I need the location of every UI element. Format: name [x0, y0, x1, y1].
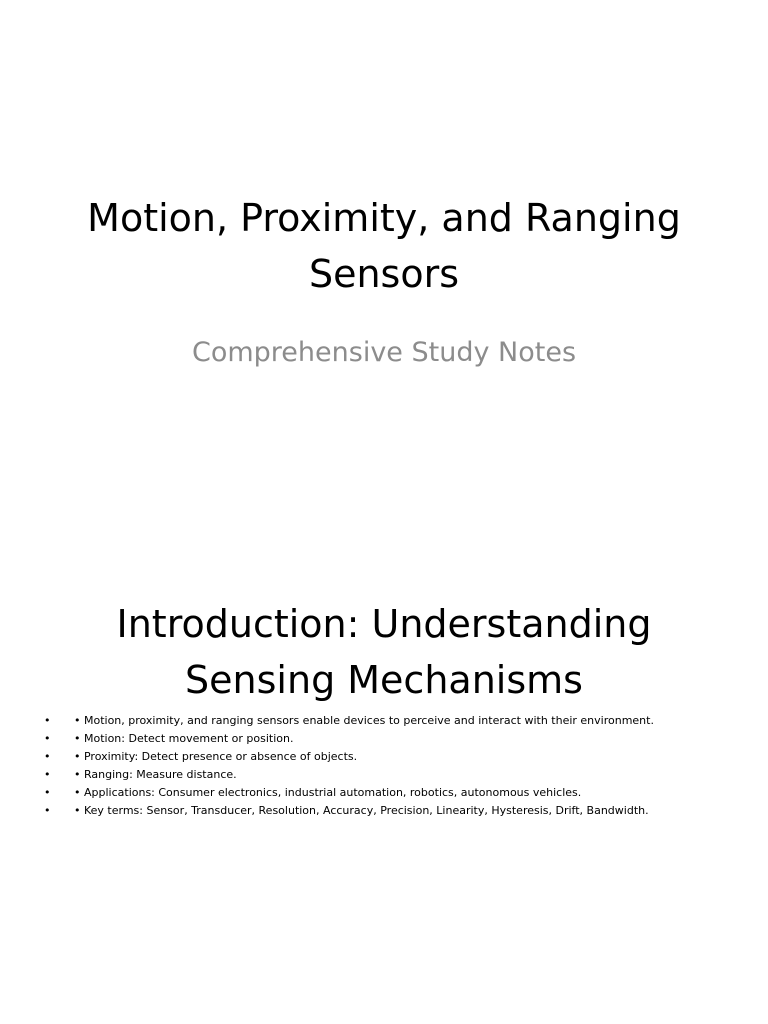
- bullet-text: • Applications: Consumer electronics, industrial automation, robotics, autonomous vehicles.: [74, 786, 582, 799]
- bullet-text: • Proximity: Detect presence or absence of objects.: [74, 750, 358, 763]
- bullet-text: • Key terms: Sensor, Transducer, Resolution, Accuracy, Precision, Linearity, Hysteresis, Drift, Bandwidth.: [74, 804, 649, 817]
- bullet-item: [40, 802, 748, 820]
- slide-title-line-1: Motion, Proximity, and Ranging: [87, 196, 681, 240]
- bullet-marker: •: [44, 732, 51, 745]
- slide-title: [40, 190, 728, 302]
- bullet-marker: •: [44, 804, 51, 817]
- bullet-item: [40, 784, 748, 802]
- bullet-text: • Motion, proximity, and ranging sensors enable devices to perceive and interact with their environment.: [74, 714, 654, 727]
- bullet-marker: •: [44, 786, 51, 799]
- bullet-item: [40, 712, 748, 730]
- section-title-line-1: Introduction: Understanding: [116, 602, 652, 646]
- bullet-item: [40, 766, 748, 784]
- bullet-marker: •: [44, 750, 51, 763]
- section-title-line-2: Sensing Mechanisms: [185, 658, 583, 702]
- bullet-item: [40, 730, 748, 748]
- bullet-marker: •: [44, 768, 51, 781]
- section-title: [40, 596, 728, 708]
- bullet-list: [40, 712, 748, 820]
- bullet-marker: •: [44, 714, 51, 727]
- bullet-text: • Motion: Detect movement or position.: [74, 732, 294, 745]
- introduction-slide: [0, 512, 768, 1024]
- bullet-item: [40, 748, 748, 766]
- slide-subtitle: Comprehensive Study Notes: [191, 337, 577, 368]
- bullet-text: • Ranging: Measure distance.: [74, 768, 237, 781]
- slide-title-line-2: Sensors: [308, 252, 460, 296]
